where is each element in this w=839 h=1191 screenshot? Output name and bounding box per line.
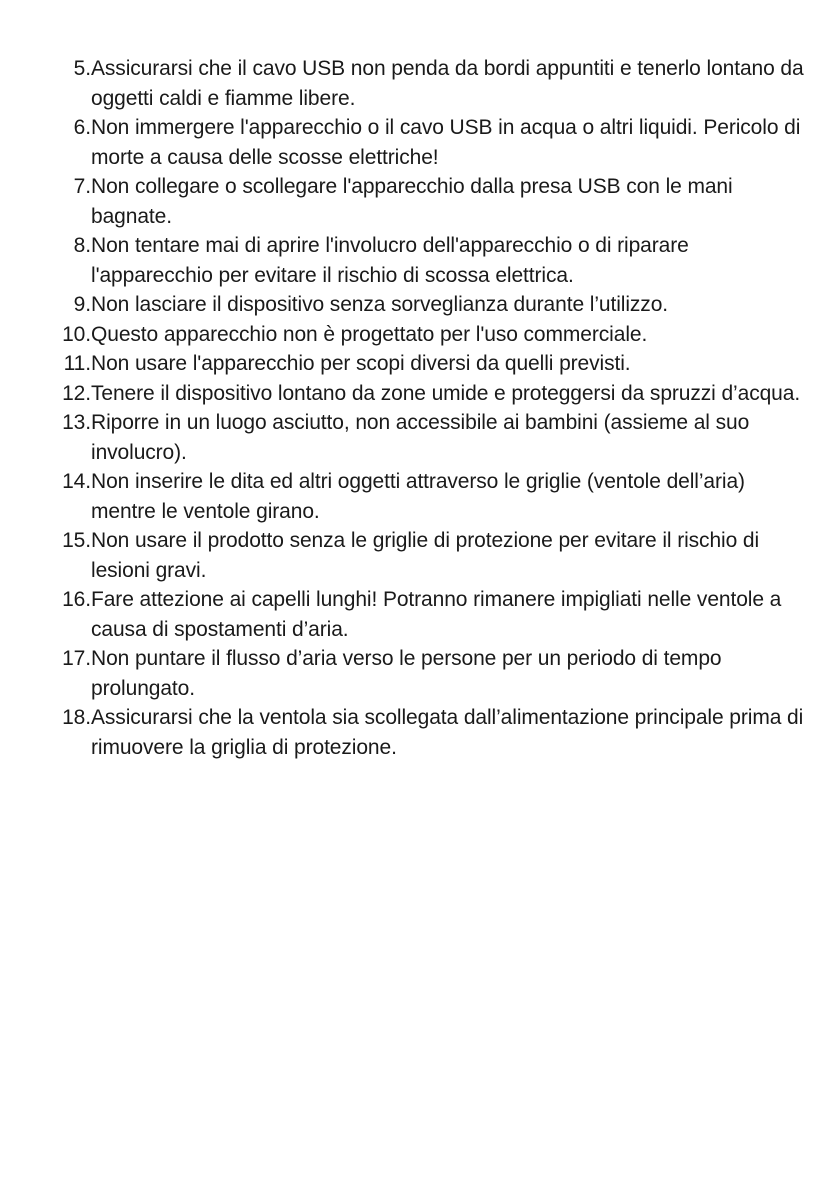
item-text: Non immergere l'apparecchio o il cavo USB in acqua o altri liquidi. Pericolo di morte a causa delle scosse elettriche!: [91, 116, 801, 169]
list-item: [30, 231, 810, 290]
safety-instructions-list: [30, 54, 810, 762]
item-number: 14.: [62, 470, 91, 493]
item-text: Riporre in un luogo asciutto, non accessibile ai bambini (assieme al suo involucro).: [91, 411, 750, 464]
list-item: [30, 54, 810, 113]
item-text: Non collegare o scollegare l'apparecchio dalla presa USB con le mani bagnate.: [91, 175, 733, 228]
item-text: Assicurarsi che la ventola sia scollegata dall’alimentazione principale prima di rimuovere la griglia di protezione.: [91, 706, 804, 759]
item-number: 12.: [62, 381, 91, 405]
item-number: 13.: [62, 411, 91, 434]
item-number: 17.: [62, 647, 91, 670]
item-text: Assicurarsi che il cavo USB non penda da bordi appuntiti e tenerlo lontano da oggetti caldi e fiamme libere.: [91, 57, 804, 110]
item-number: 11.: [63, 352, 91, 375]
item-text: Non usare il prodotto senza le griglie di protezione per evitare il rischio di lesioni gravi.: [91, 529, 760, 582]
list-item: [30, 172, 810, 231]
list-item: [30, 703, 810, 762]
list-item: [30, 467, 810, 526]
item-text: Non inserire le dita ed altri oggetti attraverso le griglie (ventole dell’aria) mentre le ventole girano.: [91, 470, 745, 523]
item-text: Non tentare mai di aprire l'involucro dell'apparecchio o di riparare l'apparecchio per evitare il rischio di scossa elettrica.: [91, 234, 689, 287]
item-text: Non usare l'apparecchio per scopi diversi da quelli previsti.: [91, 352, 631, 375]
item-number: 7.: [73, 175, 91, 198]
list-item: [30, 408, 810, 467]
list-item: [30, 585, 810, 644]
item-number: 15.: [62, 529, 91, 552]
list-item: [30, 379, 810, 409]
item-number: 6.: [73, 116, 91, 139]
item-number: 8.: [73, 234, 91, 257]
item-text: Non puntare il flusso d’aria verso le persone per un periodo di tempo prolungato.: [91, 647, 722, 700]
list-item: [30, 349, 810, 379]
list-item: [30, 644, 810, 703]
item-number: 16.: [62, 588, 91, 611]
item-number: 5.: [73, 57, 91, 80]
item-text: Non lasciare il dispositivo senza sorveglianza durante l’utilizzo.: [91, 293, 669, 316]
item-text: Questo apparecchio non è progettato per l'uso commerciale.: [91, 322, 648, 346]
item-text: Fare attezione ai capelli lunghi! Potranno rimanere impigliati nelle ventole a causa di spostamenti d’aria.: [91, 588, 782, 641]
list-item: [30, 290, 810, 320]
item-number: 18.: [62, 706, 91, 729]
item-number: 10.: [62, 322, 91, 346]
item-number: 9.: [73, 293, 91, 316]
list-item: [30, 526, 810, 585]
list-item: [30, 113, 810, 172]
item-text: Tenere il dispositivo lontano da zone umide e proteggersi da spruzzi d’acqua.: [91, 381, 801, 405]
list-item: [30, 320, 810, 350]
